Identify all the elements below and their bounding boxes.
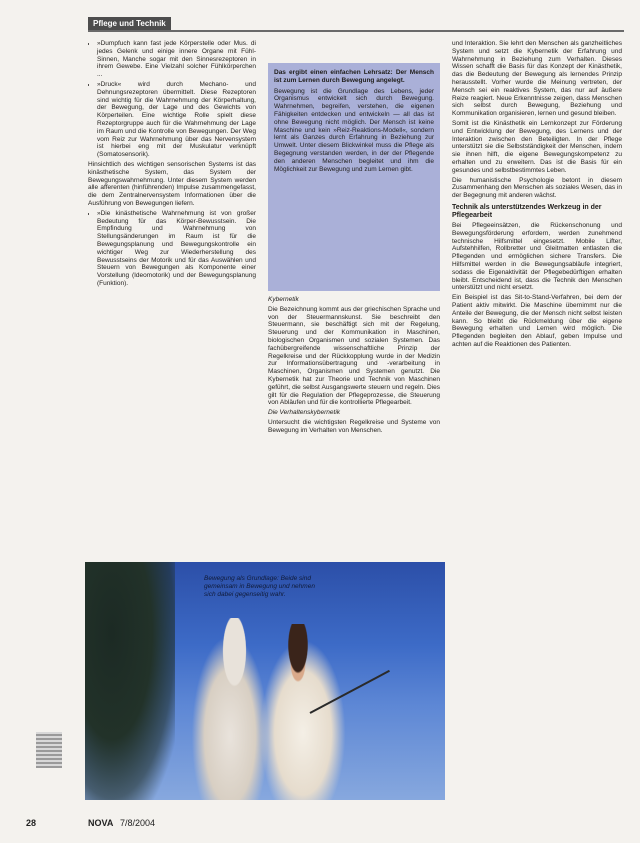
body-paragraph: und Interaktion. Sie lehrt den Menschen als ganzheitliches System und setzt die Kybernetik der Erfahrung und Wahrnehmung in Beziehung zum Verhalten. Dieses Wissen schafft die Basis für das Konzept der Kinästhetik, das die Bedeutung der Bewegung als lernendes Prinzip herausstellt. Vorher wurde die Meinung vertreten, der Mensch sei ein reaktives System, das nur auf äußere Reize reagiert. Neue Erkenntnisse zeigen, dass Menschen sich selbst durch Bewegung, Beziehung und Kommunikation organisieren, lernen und gesund bleiben. xyxy=(452,40,622,118)
section-heading: Technik als unterstützendes Werkzeug in der Pflegearbeit xyxy=(452,203,602,219)
magazine-name: NOVA xyxy=(88,818,114,828)
margin-decoration xyxy=(36,732,62,768)
body-paragraph: Ein Beispiel ist das Sit-to-Stand-Verfahren, bei dem der Patient aktiv mitwirkt. Die Maschine übernimmt nur die Anteile der Bewegung, die der Mensch nicht selbst leisten kann. So bleibt die Rückmeldung über die eigene Bewegung erhalten und Lernen wird möglich. Die Pflegenden begleiten den Ablauf, geben Impulse und achten auf die Reaktionen des Patienten. xyxy=(452,294,622,348)
box-lead: Das ergibt einen einfachen Lehrsatz: Der Mensch ist zum Lernen durch Bewegung angelegt. xyxy=(274,69,434,84)
body-paragraph: Bei Pflegeeinsätzen, die Rückenschonung und Bewegungsförderung erfordern, werden zunehmend technische Hilfsmittel eingesetzt. Mobile Lifter, Aufstehhilfen, Rollbretter und Gleitmatten entlasten die Pflegenden und ermöglichen sichere Transfers. Die Hilfsmittel werden in die Bewegungsabläufe integriert, sodass die Eigenaktivität der Pflegebedürftigen erhalten bleibt. Entscheidend ist, dass die Technik den Menschen unterstützt und nicht ersetzt. xyxy=(452,221,622,292)
body-paragraph: Somit ist die Kinästhetik ein Lernkonzept zur Förderung und Entwicklung der Bewegung, des Lernens und der Interaktion zwischen den Beteiligten. In der Pflege unterstützt sie die Selbstständigkeit der Menschen, indem sie ihnen hilft, die eigene Bewegungskompetenz zu erhalten und zu erweitern. Das ist die Basis für ein gesundes und selbstbestimmtes Leben. xyxy=(452,119,622,174)
column-3 xyxy=(452,40,622,820)
bullet-item: • »Dumpfuch kann fast jede Körperstelle oder Mus. di jedes Gelenk und einige innere Organe mit Fühl-Sinnen, Manche sogar mit den Sinnesrezeptoren in ihrem Gewebe. Eine Vielzahl solcher Fühlkörperchen ... xyxy=(97,40,256,79)
highlight-box xyxy=(268,63,440,291)
body-paragraph: Die Bezeichnung kommt aus der griechischen Sprache und von der Steuermannskunst. Sie beschreibt den Steuermann, sie beschäftigt sich mit der Regelung, Steuerung und der Kommunikation in Maschinen, biologischen Organismen und sozialen Systemen. Das fachübergreifende wissenschaftliche Prinzip der Regelkreise und der Rückkopplung wurde in der Medizin zur Informationsübertragung und -verarbeitung in Maschinen, Organismen und Systemen genutzt. Die Kybernetik hat zur Theorie und Technik von Maschinen geführt, die selbst Ausgangswerte steuern und regeln. Dies gilt für die Regulation der Pflegeprozesse, die Steuerung von Abläufen und für die kontrollierte Pflegearbeit. xyxy=(268,305,440,407)
photo-person-caregiver xyxy=(253,624,353,800)
column-1 xyxy=(88,40,256,565)
bullet-item: • »Die kinästhetische Wahrnehmung ist von großer Bedeutung für das Körper-Bewusstsein. Die Empfindung und Wahrnehmung von Stellungsänderungen im Raum ist für die Bewegungsplanung und Bewegungskontrolle ein wichtiger Weg zur Wiederherstellung des Bewusstseins der Motorik und für das Auswählen und Steuern von Bewegungen als Komponente einer Vorstellung (Ideomotorik) und der Bewegungsplanung (Funktion). xyxy=(97,210,256,288)
page-number: 28 xyxy=(26,818,37,828)
issue-number: 7/8/2004 xyxy=(120,818,156,828)
box-body: Bewegung ist die Grundlage des Lebens, jeder Organismus entwickelt sich durch Bewegung. Wahrnehmen, begreifen, verstehen, die eigenen Fähigkeiten entdecken und entwickeln — all das ist ohne Bewegung nicht möglich. Der Mensch ist keine Maschine und kein »Reiz-Reaktions-Modell«, sondern lernt als Ganzes durch Erfahrung in Beziehung zur Umwelt. Unter diesem Blickwinkel muss die Pflege als Begegnung verstanden werden, in der der Pflegende den anderen Menschen begleitet und ihm die Möglichkeit zur Bewegung und zum Lernen gibt. xyxy=(274,87,434,173)
section-tag: Pflege und Technik xyxy=(88,17,171,30)
subhead: Die Verhaltenskybernetik xyxy=(268,409,341,417)
bullet-item: • »Druck« wird durch Mechano- und Dehnungsrezeptoren übermittelt. Diese Rezeptoren sind wichtig für die Wahrnehmung der Körperhaltung, der Bewegung, der Lage und des Gewichts von Körperteilen. Eine wichtige Rolle spielt diese Rezeptorgruppe auch für die Wahrnehmung der Lage im Raum und die Kontrolle von Bewegungen. Der Weg vom Reiz zur Wahrnehmung über das Nervensystem ist hierbei eng mit der Muskulatur verknüpft (Somatosensorik). xyxy=(97,81,256,159)
bullet-list-top xyxy=(88,40,256,159)
column-2 xyxy=(268,296,440,556)
body-paragraph: Hinsichtlich des wichtigen sensorischen Systems ist das kinästhetische System, das System der Bewegungswahrnehmung. Unter diesem System werden alle afferenten (hinführenden) Impulse zusammengefasst, die dem Zentralnervensystem Informationen über die Ausführung von Bewegungen liefern. xyxy=(88,160,256,207)
photo-caption: Bewegung als Grundlage: Beide sind gemeinsam in Bewegung und nehmen sich dabei gegenseitig wahr. xyxy=(204,575,315,598)
subhead: Kybernetik xyxy=(268,296,299,303)
body-paragraph: Untersucht die wichtigsten Regelkreise und Systeme von Bewegung im Verhalten von Menschen. xyxy=(268,418,440,434)
photo-tree xyxy=(85,562,175,800)
bullet-list-bottom xyxy=(88,210,256,288)
body-paragraph: Die humanistische Psychologie betont in diesem Zusammenhang den Menschen als soziales Wesen, das in der Begegnung mit anderen wächst. xyxy=(452,176,622,200)
